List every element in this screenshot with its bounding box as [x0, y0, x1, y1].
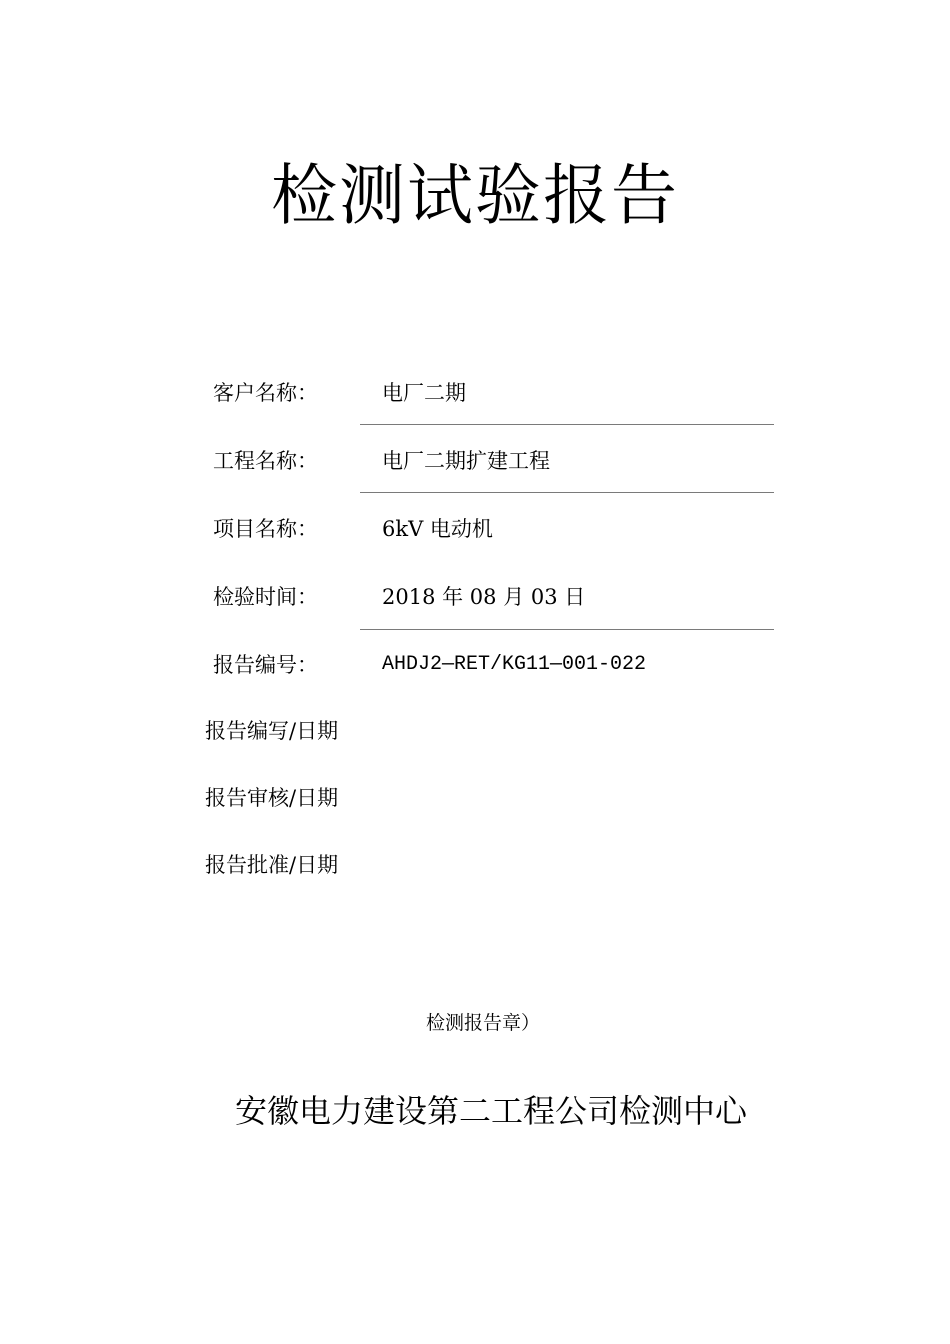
signature-author-label: 报告编写/日期 — [205, 719, 339, 743]
field-test-date-underline — [360, 629, 774, 630]
field-customer-value: 电厂二期 — [382, 381, 466, 405]
field-project-underline — [360, 492, 774, 493]
field-test-date-label: 检验时间： — [213, 585, 318, 609]
field-project-label: 工程名称： — [213, 449, 318, 473]
field-report-number-value: AHDJ2—RET/KG11—001-022 — [382, 653, 647, 676]
field-report-number-label: 报告编号： — [213, 653, 318, 677]
field-item-value: 6kV 电动机 — [382, 517, 493, 541]
organization-name: 安徽电力建设第二工程公司检测中心 — [234, 1092, 747, 1130]
field-customer-underline — [360, 424, 774, 425]
stamp-note: 检测报告章） — [425, 1012, 540, 1034]
report-title: 检测试验报告 — [271, 157, 679, 234]
field-item-label: 项目名称： — [213, 517, 318, 541]
field-test-date-value: 2018 年 08 月 03 日 — [382, 585, 586, 609]
field-customer-label: 客户名称： — [213, 381, 318, 405]
signature-approver-label: 报告批准/日期 — [205, 853, 339, 877]
signature-reviewer-label: 报告审核/日期 — [205, 786, 339, 810]
field-project-value: 电厂二期扩建工程 — [382, 449, 550, 473]
